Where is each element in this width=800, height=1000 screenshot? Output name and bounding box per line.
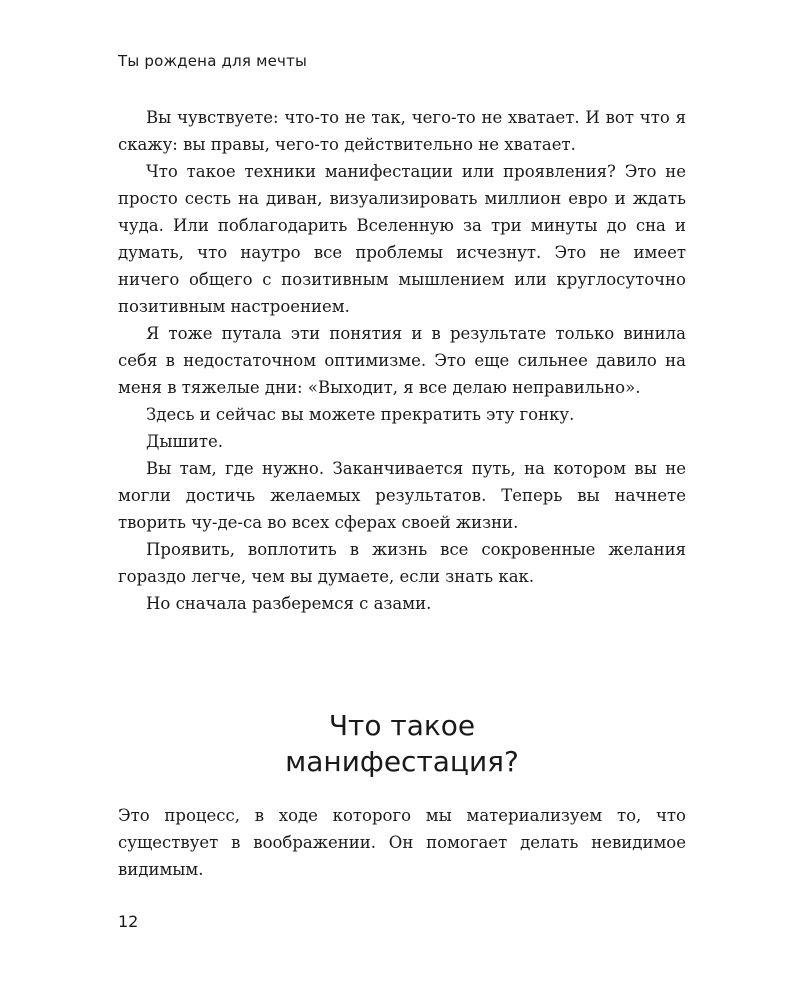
- paragraph: Что такое техники манифестации или проявления? Это не просто сесть на диван, визуализировать миллион евро и ждать чуда. Или поблагодарить Вселенную за три минуты до сна и думать, что наутро все проблемы исчезнут. Это не имеет ничего общего с позитивным мышлением или круглосуточно позитивным настроением.: [118, 162, 686, 316]
- section-title: [118, 708, 686, 780]
- paragraph: Я тоже путала эти понятия и в результате только винила себя в недостаточном оптимизме. Это еще сильнее давило на меня в тяжелые дни: «Выходит, я все делаю неправильно».: [118, 324, 686, 397]
- paragraph: Но сначала разберемся с азами.: [146, 594, 432, 613]
- running-head: Ты рождена для мечты: [118, 52, 308, 70]
- paragraph: Проявить, воплотить в жизнь все сокровенные желания гораздо легче, чем вы думаете, если знать как.: [118, 540, 686, 586]
- paragraph: Вы там, где нужно. Заканчивается путь, на котором вы не могли достичь желаемых результатов. Теперь вы начнете творить чу-де-са во всех сферах своей жизни.: [118, 459, 686, 532]
- section-paragraph: Это процесс, в ходе которого мы материализуем то, что существует в воображении. Он помогает делать невидимое видимым.: [118, 806, 686, 879]
- section-title-line: манифестация?: [285, 745, 519, 778]
- paragraph: Здесь и сейчас вы можете прекратить эту гонку.: [146, 405, 575, 424]
- section-body: [118, 802, 686, 883]
- paragraph: Вы чувствуете: что-то не так, чего-то не хватает. И вот что я скажу: вы правы, чего-то действительно не хватает.: [118, 108, 686, 154]
- paragraph: Дышите.: [146, 432, 224, 451]
- page-number: 12: [118, 912, 139, 931]
- section-title-line: Что такое: [328, 709, 476, 742]
- body-text: [118, 104, 686, 617]
